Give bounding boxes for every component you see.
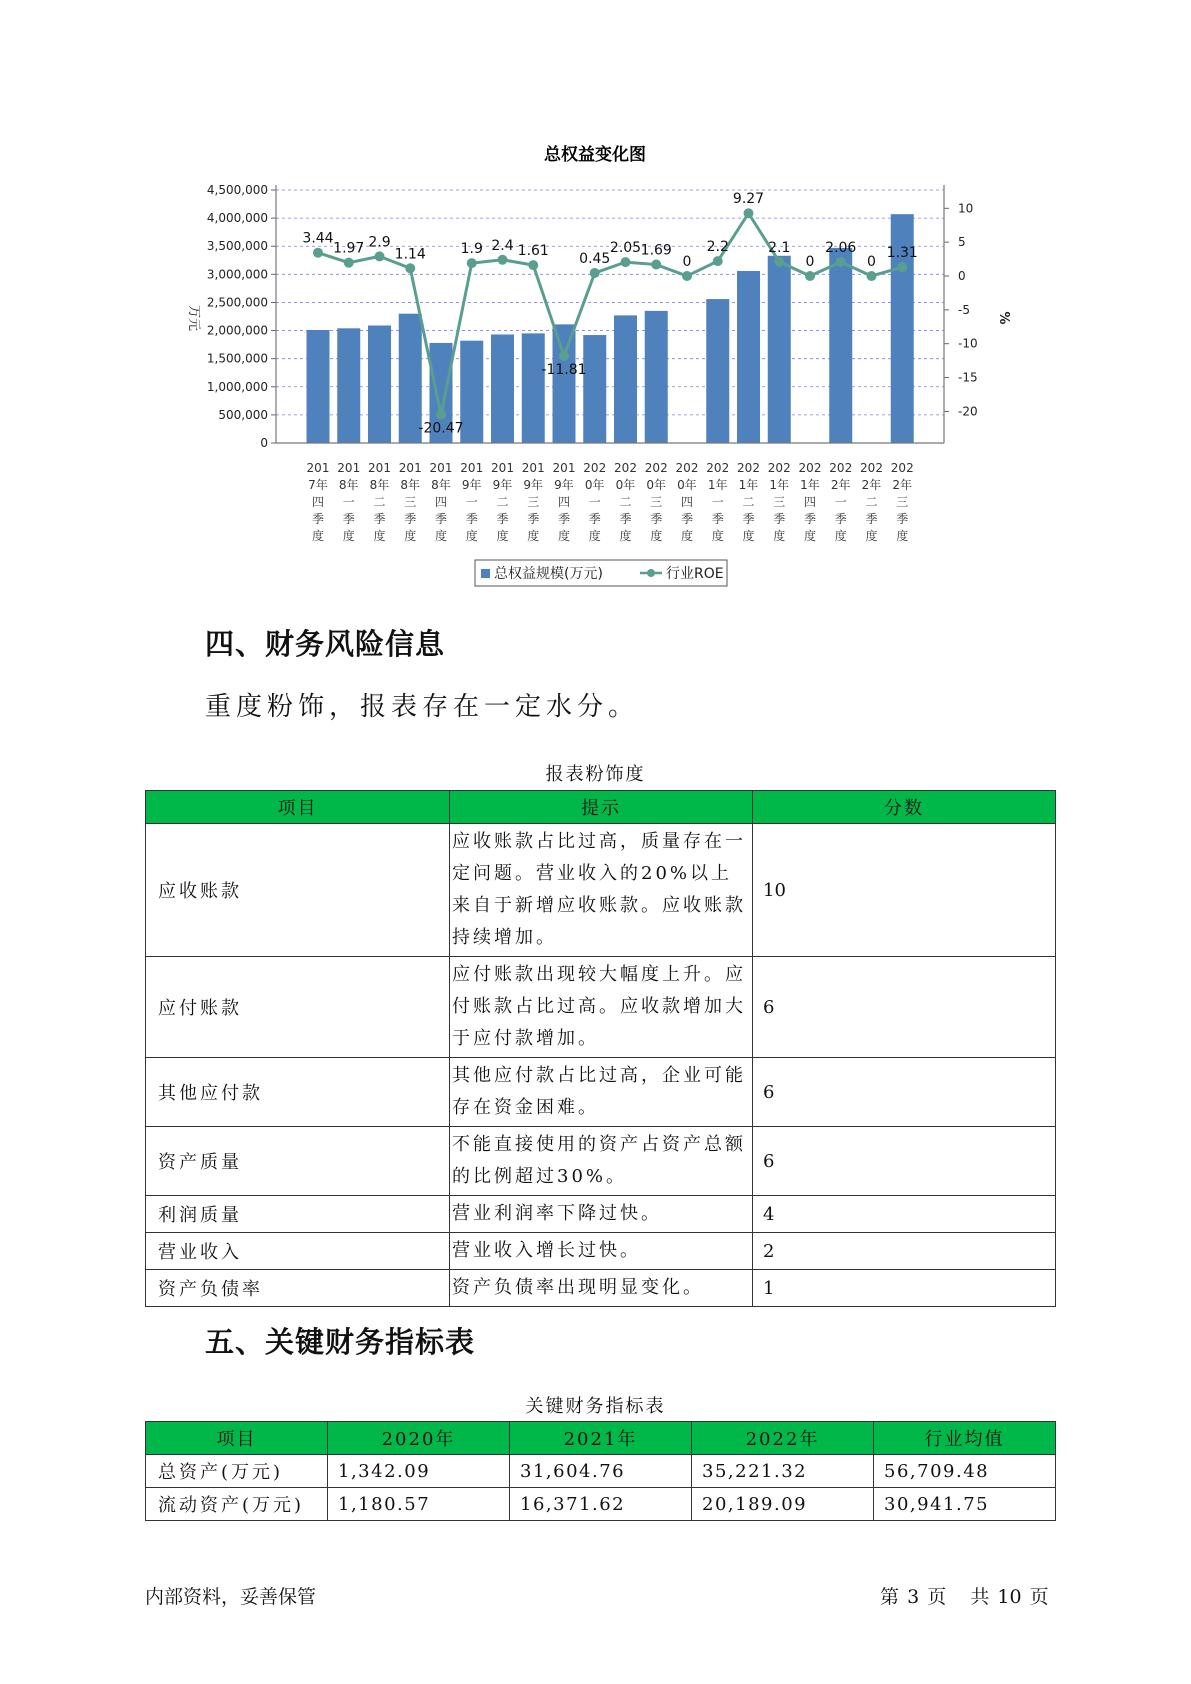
roe-point: [559, 351, 569, 361]
bar: [491, 334, 514, 443]
chart-legend: [475, 560, 727, 586]
y-tick-label: 2,000,000: [206, 323, 268, 338]
x-tick-label: 201 8年四季度: [429, 461, 453, 543]
bar: [737, 271, 760, 443]
table-row: [146, 1455, 1056, 1488]
roe-point: [713, 256, 723, 266]
roe-point: [805, 271, 815, 281]
x-tick-label: 201 9年一季度: [460, 461, 484, 543]
bar: [307, 330, 330, 443]
y-tick-label: 2,500,000: [206, 295, 268, 310]
bar: [368, 325, 391, 443]
total-label: 共: [970, 1586, 990, 1608]
roe-data-label: 2.1: [768, 239, 791, 256]
footer-page-number: [880, 1582, 1049, 1609]
roe-point: [375, 251, 385, 261]
risk-item: 营业收入: [146, 1233, 450, 1270]
table-row: [146, 1233, 1056, 1270]
equity-chart: [0, 0, 1191, 600]
roe-point: [744, 208, 754, 218]
risk-tip: 应收账款占比过高，质量存在一定问题。营业收入的20%以上来自于新增应收账款。应收账款持续增加。: [450, 824, 753, 957]
risk-header-tip: 提示: [450, 791, 753, 824]
x-tick-label: 201 9年二季度: [491, 461, 514, 543]
roe-point: [436, 410, 446, 420]
indicator-value-2020: 1,180.57: [328, 1488, 510, 1521]
roe-data-label: 1.97: [333, 240, 365, 257]
bar: [768, 256, 791, 443]
indicator-value-2020: 1,342.09: [328, 1455, 510, 1488]
risk-header-score: 分数: [753, 791, 1056, 824]
roe-point: [897, 262, 907, 272]
risk-tip: 应付账款出现较大幅度上升。应付账款占比过高。应收款增加大于应付款增加。: [450, 957, 753, 1058]
x-tick-label: 202 0年三季度: [644, 461, 668, 543]
chart-labels: [302, 191, 917, 543]
roe-data-label: -11.81: [541, 361, 587, 378]
legend-bar-swatch: [481, 569, 490, 578]
indicator-value-2021: 31,604.76: [510, 1455, 692, 1488]
y-tick-label: 3,500,000: [206, 239, 268, 254]
y2-tick-label: 5: [958, 235, 966, 250]
risk-score: 1: [753, 1270, 1056, 1307]
roe-data-label: 3.44: [302, 230, 334, 247]
roe-point: [344, 258, 354, 268]
roe-data-label: 2.05: [609, 240, 642, 257]
x-tick-label: 202 2年二季度: [860, 461, 883, 543]
bar: [522, 333, 545, 443]
risk-item: 应付账款: [146, 957, 450, 1058]
risk-item: 利润质量: [146, 1196, 450, 1233]
indicator-header-item: 项目: [146, 1422, 328, 1455]
roe-point: [528, 260, 538, 270]
x-tick-label: 201 8年二季度: [368, 461, 391, 543]
risk-tip: 资产负债率出现明显变化。: [450, 1270, 753, 1307]
roe-point: [682, 271, 692, 281]
risk-table: [145, 790, 1056, 1307]
indicator-value-average: 30,941.75: [874, 1488, 1056, 1521]
risk-item: 其他应付款: [146, 1058, 450, 1127]
indicator-value-2022: 20,189.09: [692, 1488, 874, 1521]
roe-data-label: -20.47: [418, 420, 464, 437]
y-tick-label: 500,000: [218, 407, 268, 422]
roe-data-label: 2.9: [368, 234, 391, 251]
y2-tick-label: -20: [958, 404, 978, 419]
x-tick-label: 201 8年三季度: [398, 461, 422, 543]
page-total: 10: [997, 1586, 1022, 1608]
roe-data-label: 0.45: [579, 250, 611, 267]
risk-score: 4: [753, 1196, 1056, 1233]
indicator-header-2022: 2022年: [692, 1422, 874, 1455]
x-tick-label: 202 2年一季度: [829, 461, 853, 543]
roe-data-label: 1.69: [640, 242, 672, 259]
x-tick-label: 201 9年三季度: [521, 461, 545, 543]
indicator-table: [145, 1421, 1056, 1521]
roe-data-label: 0: [867, 254, 876, 270]
roe-point: [774, 257, 784, 267]
chart-title: 总权益变化图: [544, 145, 646, 165]
risk-item: 资产负债率: [146, 1270, 450, 1307]
bar: [706, 299, 729, 443]
risk-table-title: 报表粉饰度: [545, 764, 646, 785]
roe-point: [836, 257, 846, 267]
roe-data-label: 2.06: [825, 240, 857, 257]
risk-table-header-row: [146, 791, 1056, 824]
indicator-header-2021: 2021年: [510, 1422, 692, 1455]
bar: [829, 248, 852, 443]
indicator-value-average: 56,709.48: [874, 1455, 1056, 1488]
indicator-table-title: 关键财务指标表: [525, 1396, 666, 1417]
roe-point: [651, 260, 661, 270]
y2-tick-label: -15: [958, 370, 978, 385]
table-row: [146, 1058, 1056, 1127]
legend-line-label: 行业ROE: [666, 566, 724, 582]
risk-tip: 不能直接使用的资产占资产总额的比例超过30%。: [450, 1127, 753, 1196]
indicator-table-header-row: [146, 1422, 1056, 1455]
roe-data-label: 1.9: [460, 241, 483, 258]
y-tick-label: 1,000,000: [206, 379, 268, 394]
roe-data-label: 1.31: [886, 245, 918, 262]
risk-score: 10: [753, 824, 1056, 957]
x-tick-label: 202 0年二季度: [614, 461, 637, 543]
risk-score: 2: [753, 1233, 1056, 1270]
y-axis-title: 万元: [186, 304, 201, 332]
risk-score: 6: [753, 957, 1056, 1058]
x-tick-label: 202 1年四季度: [798, 461, 822, 543]
y-tick-label: 4,000,000: [206, 211, 268, 226]
table-row: [146, 1270, 1056, 1307]
bar: [460, 341, 483, 443]
risk-tip: 营业利润率下降过快。: [450, 1196, 753, 1233]
x-tick-label: 202 0年四季度: [675, 461, 699, 543]
indicator-header-2020: 2020年: [328, 1422, 510, 1455]
indicator-item: 流动资产(万元): [146, 1488, 328, 1521]
risk-item: 应收账款: [146, 824, 450, 957]
risk-tip: 营业收入增长过快。: [450, 1233, 753, 1270]
indicator-value-2022: 35,221.32: [692, 1455, 874, 1488]
y-tick-label: 0: [260, 436, 268, 450]
x-tick-label: 202 0年一季度: [583, 461, 607, 543]
x-tick-label: 202 1年一季度: [706, 461, 730, 543]
y2-tick-label: -10: [958, 336, 978, 351]
equity-chart-svg: [0, 0, 1191, 600]
table-row: [146, 824, 1056, 957]
y2-tick-label: 0: [958, 269, 966, 283]
x-tick-label: 201 9年四季度: [552, 461, 576, 543]
indicator-item: 总资产(万元): [146, 1455, 328, 1488]
x-tick-label: 202 1年三季度: [767, 461, 791, 543]
risk-item: 资产质量: [146, 1127, 450, 1196]
table-row: [146, 1488, 1056, 1521]
section-4-text: 重度粉饰，报表存在一定水分。: [205, 692, 640, 722]
section-4-heading: 四、财务风险信息: [205, 627, 446, 661]
x-tick-label: 202 2年三季度: [890, 461, 914, 543]
bar: [583, 335, 606, 443]
y2-tick-label: -5: [958, 302, 970, 317]
roe-point: [621, 257, 631, 267]
legend-line-marker: [647, 569, 655, 577]
roe-point: [498, 255, 508, 265]
roe-point: [590, 268, 600, 278]
x-tick-label: 201 7年四季度: [306, 461, 330, 543]
legend-bar-label: 总权益规模(万元): [494, 566, 603, 582]
y-tick-label: 3,000,000: [206, 267, 268, 282]
bar: [553, 324, 576, 443]
roe-data-label: 9.27: [732, 191, 765, 208]
table-row: [146, 957, 1056, 1058]
roe-point: [867, 271, 877, 281]
risk-header-item: 项目: [146, 791, 450, 824]
y2-axis-title: %: [996, 311, 1011, 325]
y2-tick-label: 10: [958, 201, 974, 216]
x-tick-label: 201 8年一季度: [337, 461, 361, 543]
roe-data-label: 2.2: [706, 239, 729, 256]
page-label-pre: 第: [880, 1586, 900, 1608]
page-current: 3: [907, 1586, 920, 1608]
section-5-heading: 五、关键财务指标表: [205, 1325, 476, 1359]
footer-confidential-note: 内部资料，妥善保管: [145, 1586, 317, 1608]
roe-data-label: 1.61: [517, 243, 549, 260]
indicator-value-2021: 16,371.62: [510, 1488, 692, 1521]
roe-data-label: 1.14: [394, 246, 426, 263]
bar: [614, 315, 637, 443]
indicator-header-average: 行业均值: [874, 1422, 1056, 1455]
bar: [337, 328, 360, 443]
table-row: [146, 1127, 1056, 1196]
y-tick-label: 4,500,000: [206, 183, 268, 197]
roe-point: [467, 258, 477, 268]
roe-point: [313, 248, 323, 258]
bar: [645, 311, 668, 443]
x-tick-label: 202 1年二季度: [737, 461, 760, 543]
roe-data-label: 0: [682, 254, 692, 270]
risk-score: 6: [753, 1127, 1056, 1196]
page-label-mid: 页: [927, 1586, 947, 1608]
table-row: [146, 1196, 1056, 1233]
page-label-end: 页: [1029, 1586, 1049, 1608]
risk-score: 6: [753, 1058, 1056, 1127]
risk-tip: 其他应付款占比过高，企业可能存在资金困难。: [450, 1058, 753, 1127]
roe-data-label: 2.4: [491, 237, 514, 254]
roe-data-label: 0: [805, 254, 815, 270]
roe-point: [405, 263, 415, 273]
y-tick-label: 1,500,000: [206, 351, 268, 366]
